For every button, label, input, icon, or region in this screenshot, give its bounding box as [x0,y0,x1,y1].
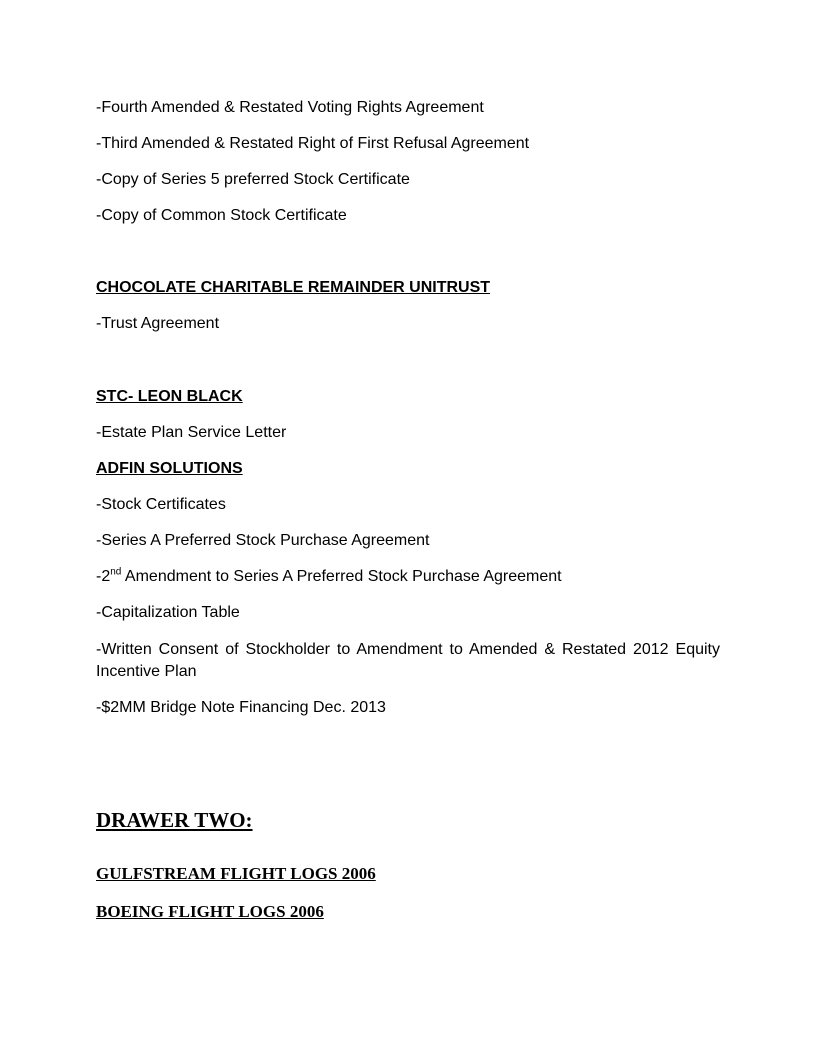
section-heading-stc-leon-black: STC- LEON BLACK [96,388,243,405]
section-heading-adfin-solutions: ADFIN SOLUTIONS [96,460,243,477]
list-item-bridge-note: -$2MM Bridge Note Financing Dec. 2013 [96,699,386,716]
list-item-stock-certificates: -Stock Certificates [96,496,226,513]
list-item-written-consent: -Written Consent of Stockholder to Amendment to Amended & Restated 2012 Equity Incentive Plan [96,641,720,680]
list-item-second-amendment [96,567,562,587]
amendment-prefix: -2 [96,568,111,585]
list-item-voting-rights: -Fourth Amended & Restated Voting Rights Agreement [96,99,484,116]
section-heading-chocolate-unitrust: CHOCOLATE CHARITABLE REMAINDER UNITRUST [96,279,491,296]
drawer-two-title: DRAWER TWO: [96,808,253,832]
list-item-capitalization-table: -Capitalization Table [96,604,240,621]
list-item-trust-agreement: -Trust Agreement [96,315,220,332]
amendment-rest: Amendment to Series A Preferred Stock Purchase Agreement [121,568,562,585]
amendment-superscript: nd [110,566,122,578]
heading-gulfstream-flight-logs: GULFSTREAM FLIGHT LOGS 2006 [96,864,376,883]
list-item-common-stock-certificate: -Copy of Common Stock Certificate [96,207,347,224]
list-item-estate-plan-letter: -Estate Plan Service Letter [96,424,287,441]
list-item-right-of-first-refusal: -Third Amended & Restated Right of First Refusal Agreement [96,135,530,152]
list-item-series5-certificate: -Copy of Series 5 preferred Stock Certificate [96,171,410,188]
list-item-series-a-purchase-agreement: -Series A Preferred Stock Purchase Agreement [96,532,430,549]
heading-boeing-flight-logs: BOEING FLIGHT LOGS 2006 [96,902,324,921]
